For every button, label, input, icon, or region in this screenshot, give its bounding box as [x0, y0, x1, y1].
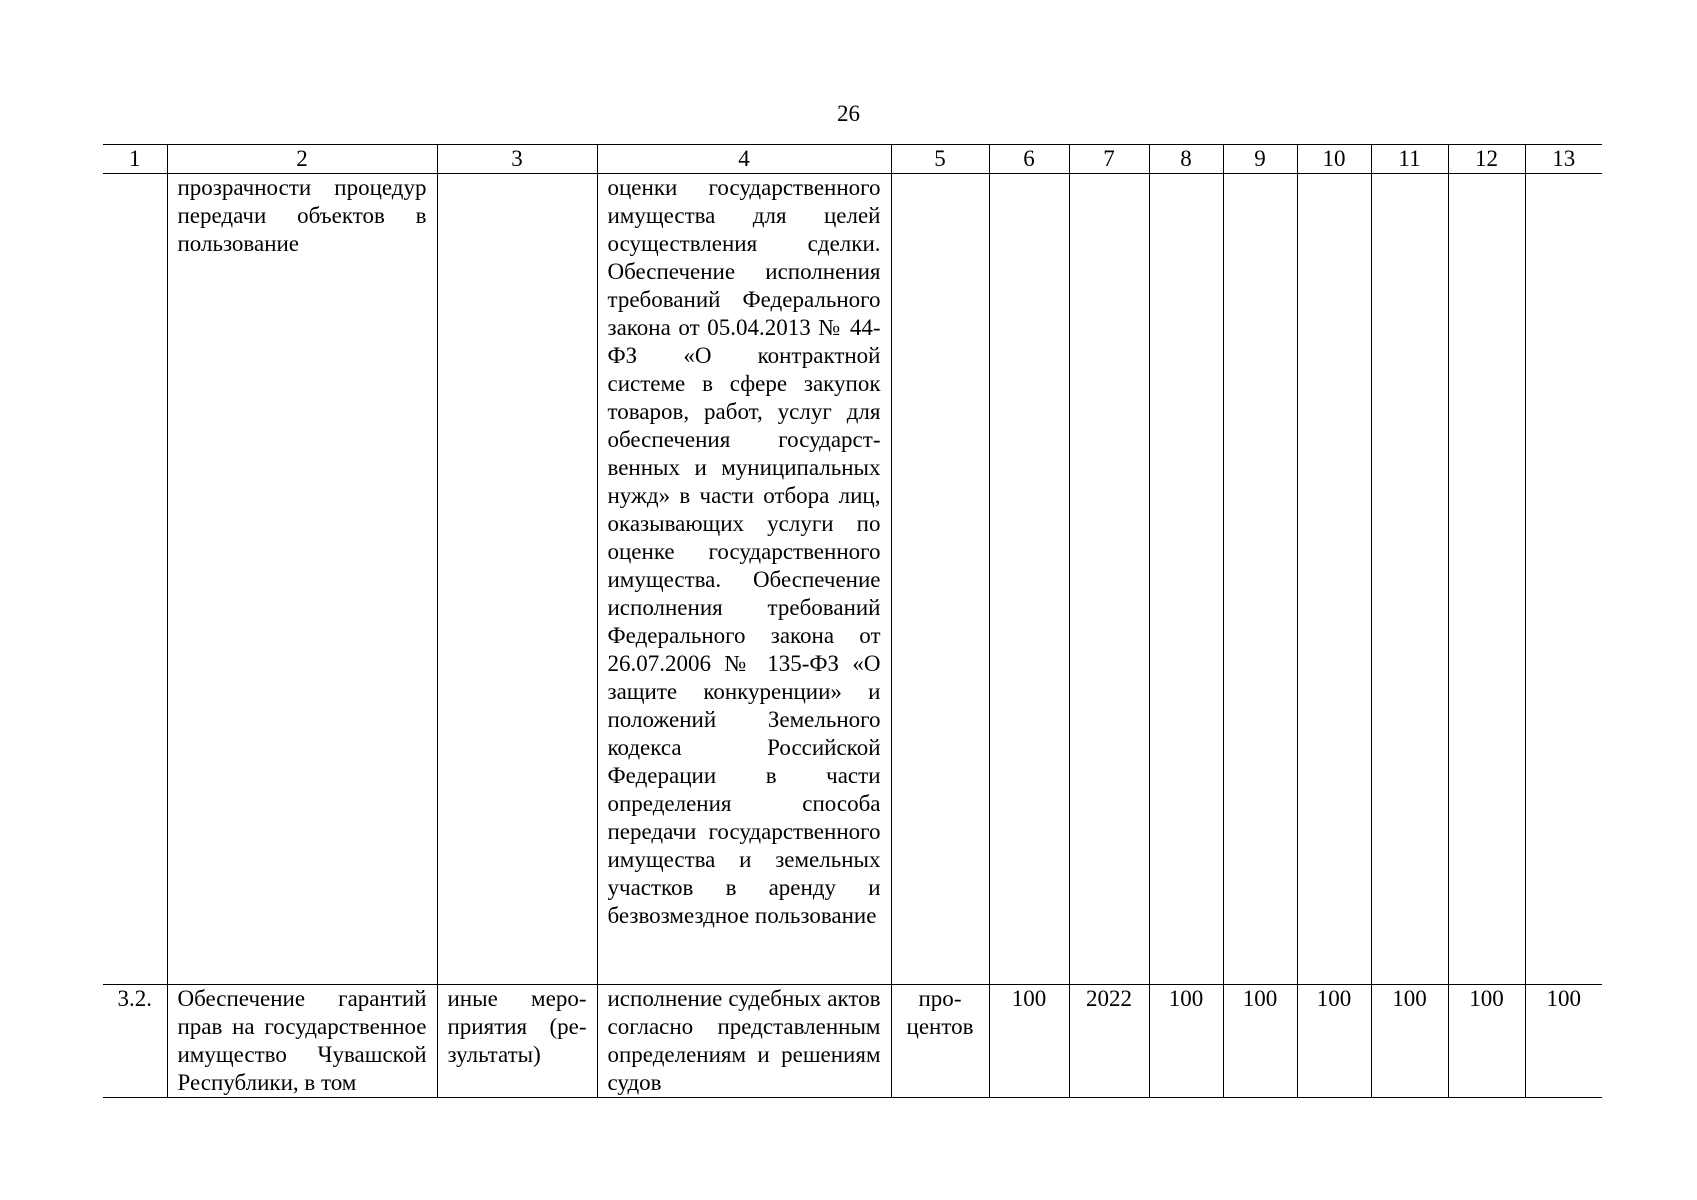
row-a-value-9	[1223, 174, 1297, 985]
row-b-value-8: 100	[1149, 985, 1223, 1098]
header-row	[103, 145, 1602, 174]
header-col-7: 7	[1069, 145, 1149, 174]
table-row	[103, 985, 1602, 1098]
row-a-unit	[891, 174, 989, 985]
indicators-table	[103, 144, 1602, 1098]
header-col-9: 9	[1223, 145, 1297, 174]
row-a-value-6	[989, 174, 1069, 985]
row-a-value-11	[1371, 174, 1448, 985]
table-row	[103, 174, 1602, 985]
row-a-value-13	[1525, 174, 1602, 985]
header-col-1: 1	[103, 145, 167, 174]
row-a-value-12	[1448, 174, 1525, 985]
row-b-number: 3.2.	[103, 985, 167, 1098]
row-b-type: иные мероприятия (результаты)	[437, 985, 597, 1098]
row-b-name: Обеспечение гарантий прав на государственное имущество Чувашской Республики, в том	[167, 985, 437, 1098]
header-col-10: 10	[1297, 145, 1371, 174]
row-b-value-9: 100	[1223, 985, 1297, 1098]
row-b-value-6: 100	[989, 985, 1069, 1098]
row-a-description: оценки государственного имущества для целей осуществления сделки. Обеспечение исполнения требований Федерального закона от 05.04.2013 № 44-ФЗ «О контрактной системе в сфере закупок товаров, работ, услуг для обеспечения государственных и муниципальных нужд» в части отбора лиц, оказывающих услуги по оценке государственного имущества. Обеспечение исполнения требований Федерального закона от 26.07.2006 № 135-ФЗ «О защите конкуренции» и положений Земельного кодекса Российской Федерации в части определения способа передачи государственного имущества и земельных участков в аренду и безвозмездное пользование	[597, 174, 891, 985]
header-col-2: 2	[167, 145, 437, 174]
header-col-8: 8	[1149, 145, 1223, 174]
row-b-value-12: 100	[1448, 985, 1525, 1098]
row-a-name: прозрачности процедур передачи объектов в пользование	[167, 174, 437, 985]
row-b-description: исполнение судебных актов согласно представленным определениям и решениям судов	[597, 985, 891, 1098]
row-a-number	[103, 174, 167, 985]
row-a-value-10	[1297, 174, 1371, 985]
header-col-12: 12	[1448, 145, 1525, 174]
header-col-11: 11	[1371, 145, 1448, 174]
page-number: 26	[837, 101, 860, 126]
row-b-value-13: 100	[1525, 985, 1602, 1098]
row-b-value-10: 100	[1297, 985, 1371, 1098]
header-col-13: 13	[1525, 145, 1602, 174]
row-a-value-8	[1149, 174, 1223, 985]
header-col-3: 3	[437, 145, 597, 174]
header-col-4: 4	[597, 145, 891, 174]
row-a-type	[437, 174, 597, 985]
row-b-value-11: 100	[1371, 985, 1448, 1098]
row-a-value-7	[1069, 174, 1149, 985]
header-col-6: 6	[989, 145, 1069, 174]
row-b-unit: процентов	[891, 985, 989, 1098]
row-b-value-7: 2022	[1069, 985, 1149, 1098]
header-col-5: 5	[891, 145, 989, 174]
